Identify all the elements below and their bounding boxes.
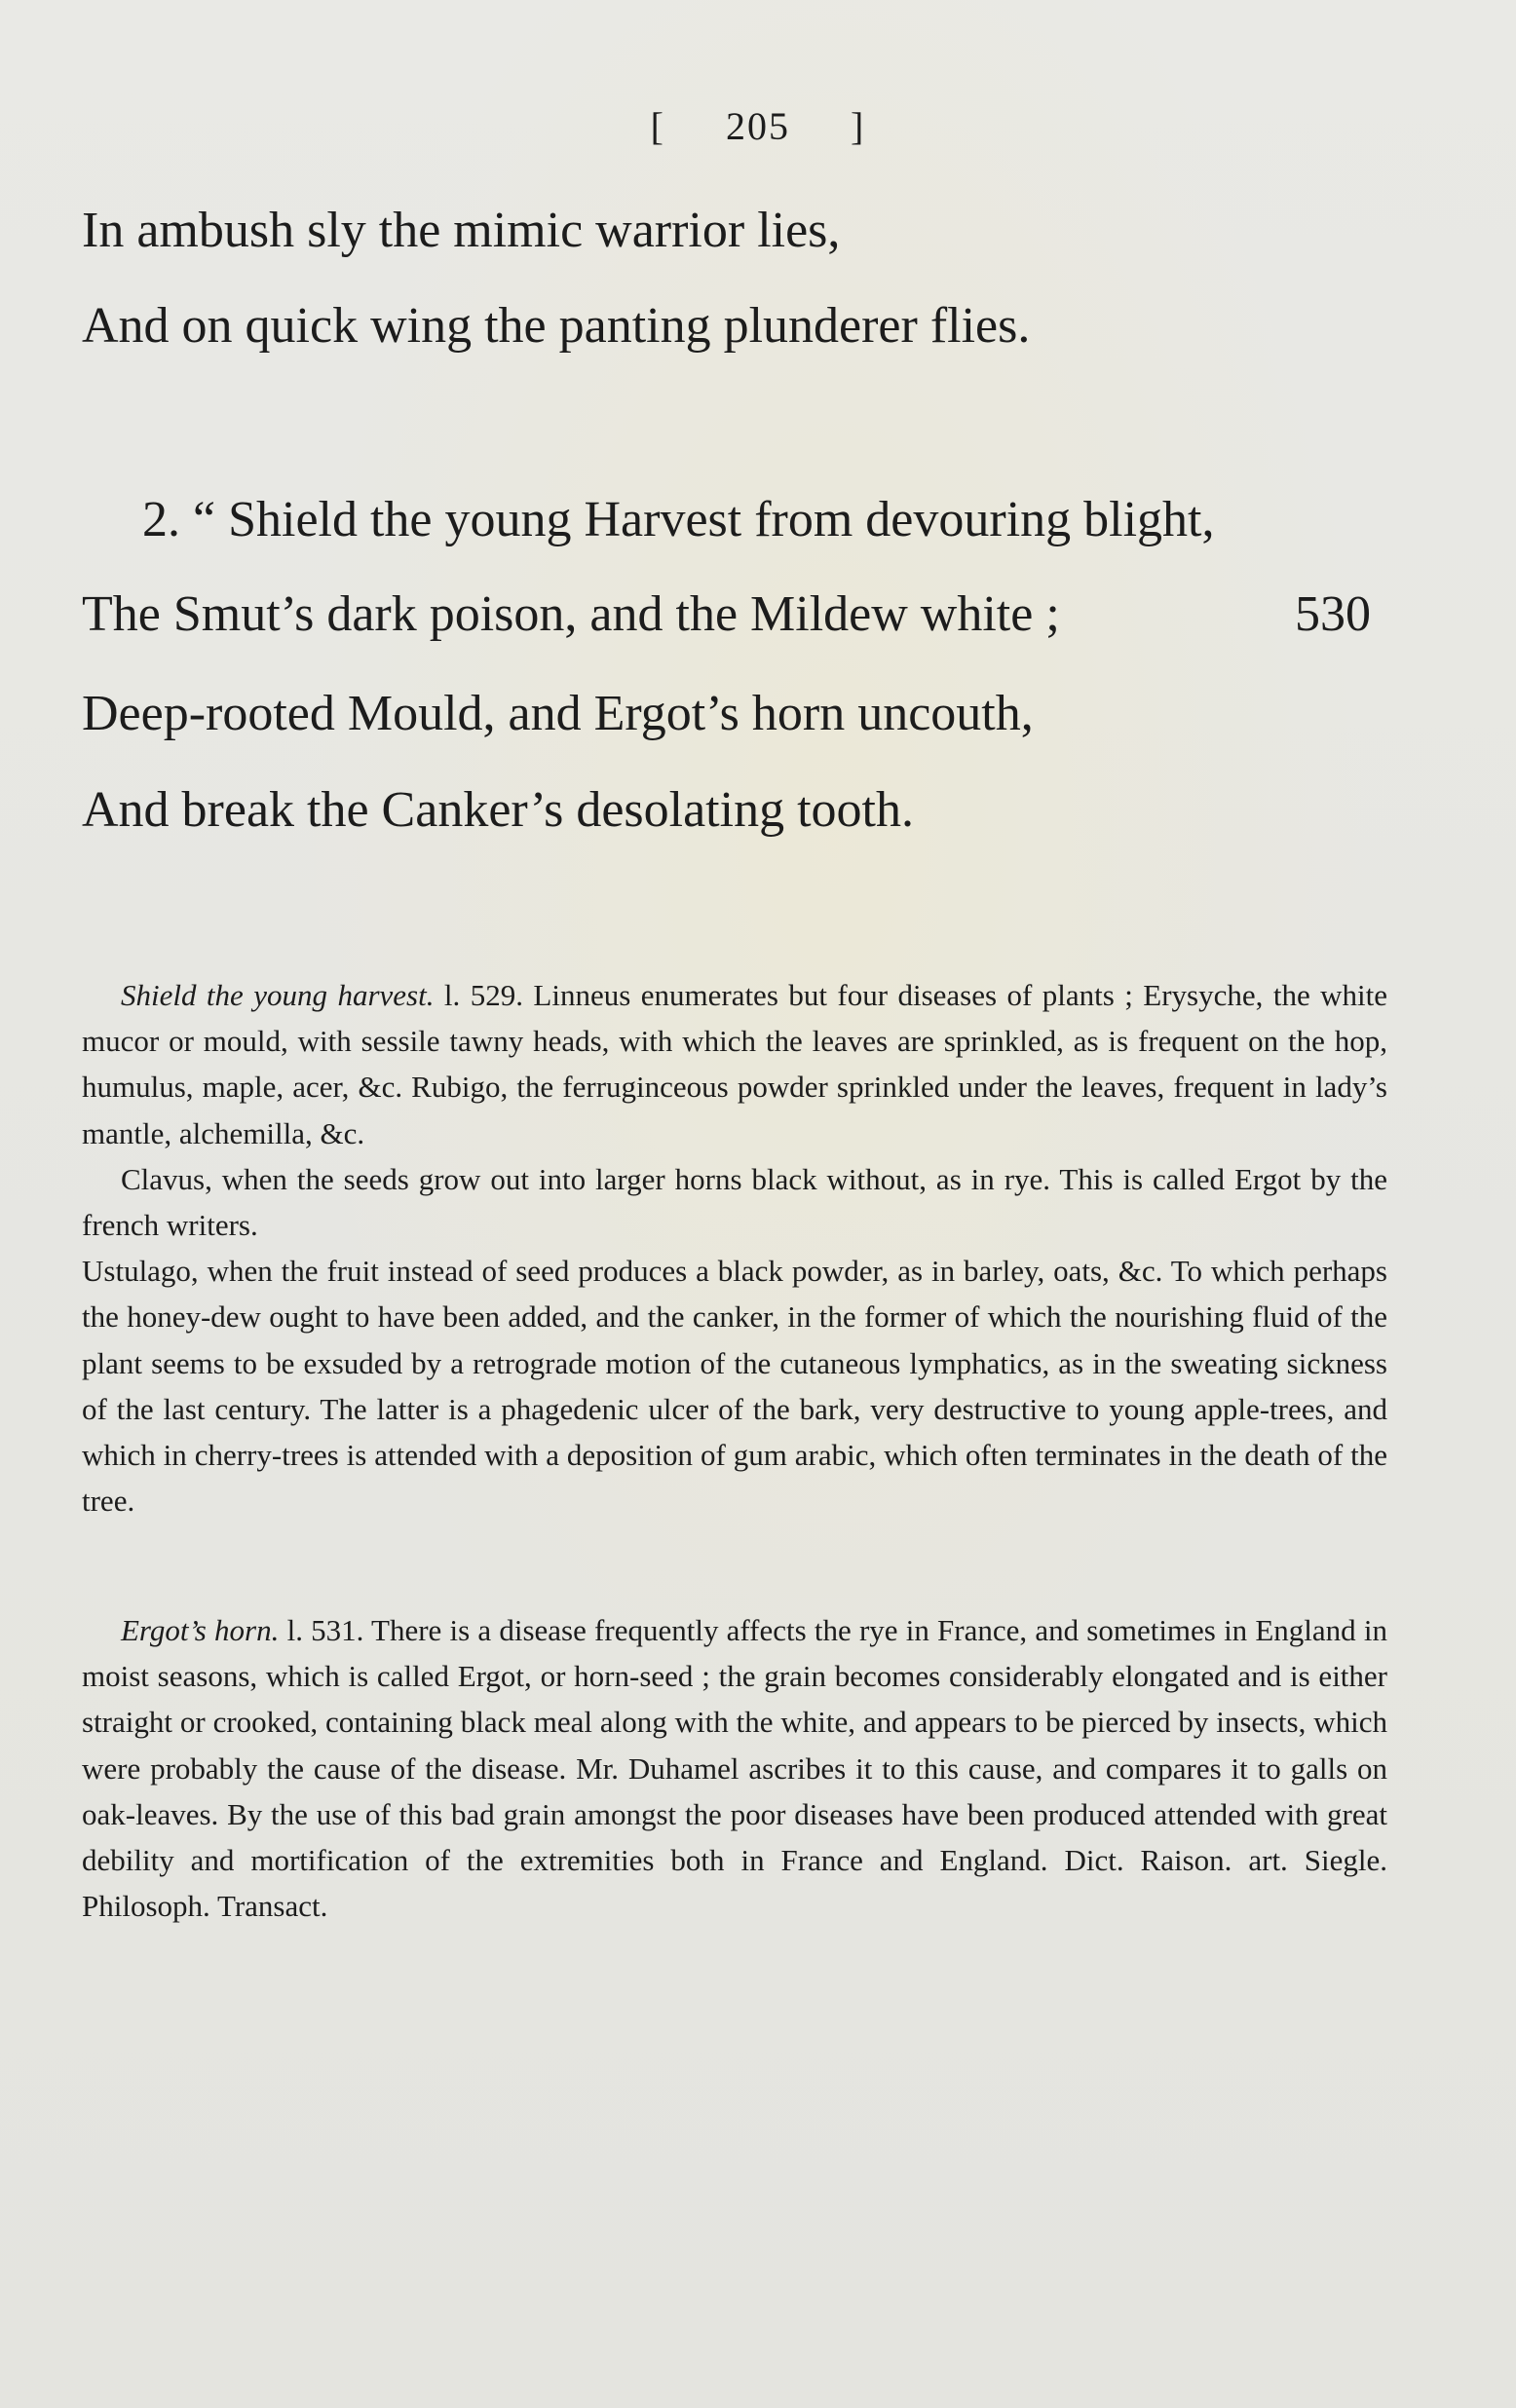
page-header [0, 103, 1516, 149]
footnote-2-para-1 [82, 1607, 1387, 1929]
verse-line-2: And on quick wing the panting plunderer flies. [82, 298, 1031, 354]
verse-line-5: Deep-rooted Mould, and Ergot’s horn uncouth, [82, 686, 1034, 741]
footnote-1-ref: l. 529. [443, 978, 523, 1012]
footnote-2-ref: l. 531. [286, 1613, 364, 1647]
verse-line-4 [82, 586, 1426, 642]
verse-line-3: 2. “ Shield the young Harvest from devouring blight, [142, 492, 1215, 547]
footnote-1-para-1 [82, 972, 1387, 1156]
footnote-1-lead: Shield the young harvest. [121, 978, 435, 1012]
footnote-ergot-horn [82, 1607, 1387, 1929]
footnote-2-lead: Ergot’s horn. [121, 1613, 280, 1647]
line-number-530: 530 [1295, 586, 1371, 642]
footnote-1-para-2: Clavus, when the seeds grow out into larger horns black without, as in rye. This is called Ergot by the french writers. [82, 1161, 1387, 1243]
header-left-bracket: [ [650, 104, 665, 148]
header-right-bracket: ] [851, 104, 866, 148]
footnote-shield-harvest [82, 972, 1387, 1524]
footnote-2-text: There is a disease frequently affects the rye in France, and sometimes in England in moist seasons, which is called Ergot, or horn-seed ; the grain becomes considerably elongated and is either straight or crooked, containing black meal along with the white, and appears to be pierced by insects, which were probably the cause of the disease. Mr. Duhamel ascribes it to this cause, and compares it to galls on oak-leaves. By the use of this bad grain amongst the poor diseases have been produced attended with great debility and mortification of the extremities both in France and England. Dict. Raison. art. Siegle. Philosoph. Transact. [82, 1613, 1387, 1924]
footnote-1-para-3: Ustulago, when the fruit instead of seed produces a black powder, as in barley, oats, &c. To which perhaps the honey-dew ought to have been added, and the canker, in the former of which the nourishing fluid of the plant seems to be exsuded by a retrograde motion of the cutaneous lymphatics, as in the sweating sickness of the last century. The latter is a phagedenic ulcer of the bark, very destructive to young apple-trees, and which in cherry-trees is attended with a deposition of gum arabic, which often terminates in the death of the tree. [82, 1254, 1387, 1519]
page-number: 205 [726, 104, 790, 148]
verse-line-6: And break the Canker’s desolating tooth. [82, 782, 914, 838]
verse-line-1: In ambush sly the mimic warrior lies, [82, 203, 841, 258]
verse-line-4-text: The Smut’s dark poison, and the Mildew white ; [82, 586, 1060, 642]
footnote-1-text: Linneus enumerates but four diseases of plants ; Erysyche, the white mucor or mould, with sessile tawny heads, with which the leaves are sprinkled, as is frequent on the hop, humulus, maple, acer, &c. Rubigo, the ferruginceous powder sprinkled under the leaves, frequent in lady’s mantle, alchemilla, &c. [82, 978, 1388, 1150]
